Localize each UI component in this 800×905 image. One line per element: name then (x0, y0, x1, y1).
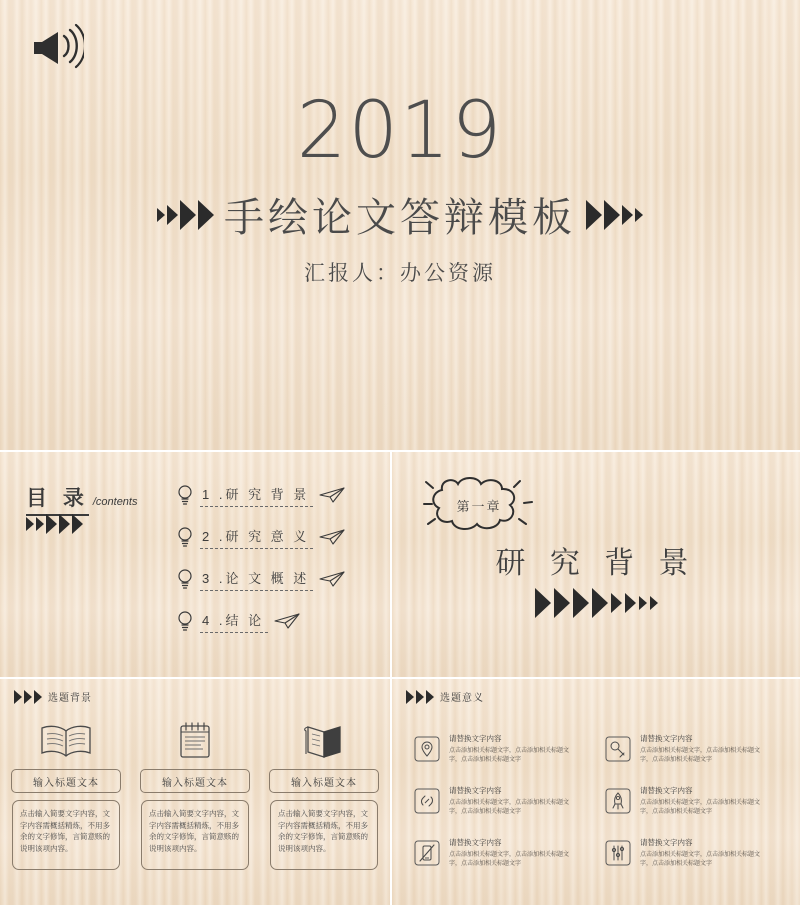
item-title: 请替换文字内容 (640, 786, 693, 795)
item-desc: 点击添加相关标题文字，点击添加相关标题文字，点击添加相关标题文字 (640, 852, 761, 867)
main-title: 手绘论文答辩模板 (224, 196, 576, 240)
item-title: 请替换文字内容 (640, 734, 693, 743)
card-title: 输入标题文本 (269, 769, 379, 793)
header-chevrons (406, 690, 434, 704)
lightbulb-icon (176, 610, 194, 632)
lightbulb-icon (176, 484, 194, 506)
item-title: 请替换文字内容 (449, 786, 502, 795)
card-title: 输入标题文本 (11, 769, 121, 793)
item-title: 请替换文字内容 (449, 838, 502, 847)
section-chevrons (392, 588, 800, 618)
slide-header (406, 689, 484, 704)
slide-header-label: 选题背景 (48, 693, 92, 704)
slide-header (14, 689, 92, 704)
paper-plane-icon (319, 486, 345, 504)
card-body: 点击输入简要文字内容，文字内容需概括精炼，不用多余的文字修饰，言简意赅的说明该项内容。 (12, 800, 120, 870)
item-desc: 点击添加相关标题文字，点击添加相关标题文字，点击添加相关标题文字 (449, 800, 570, 815)
subtitle: 汇报人：办公资源 (304, 262, 496, 285)
list-item-label: 2 .研 究 意 义 (200, 526, 313, 549)
slide-header-label: 选题意义 (440, 693, 484, 704)
lightbulb-icon (176, 526, 194, 548)
contents-heading-cn: 目 录 (26, 482, 89, 516)
table-of-contents (176, 474, 376, 642)
right-chevrons (586, 200, 643, 230)
list-item[interactable] (176, 558, 376, 600)
section-title: 研 究 背 景 (495, 547, 697, 580)
megaphone-icon (28, 22, 84, 70)
contents-heading-en: /contents (92, 496, 138, 508)
card-body: 点击输入简要文字内容，文字内容需概括精炼，不用多余的文字修饰，言简意赅的说明该项内容。 (270, 800, 378, 870)
rocket-icon (605, 788, 631, 814)
item-title: 请替换文字内容 (640, 838, 693, 847)
list-item[interactable] (176, 516, 376, 558)
background-card[interactable] (139, 721, 251, 870)
list-item-label: 1 .研 究 背 景 (200, 484, 313, 507)
list-item[interactable] (605, 827, 780, 879)
section-divider-slide[interactable] (392, 452, 800, 677)
paper-plane-icon (319, 528, 345, 546)
contents-heading (26, 482, 137, 516)
paper-plane-icon (319, 570, 345, 588)
contents-chevrons (26, 514, 83, 534)
list-item-label: 3 .论 文 概 述 (200, 568, 313, 591)
list-item[interactable] (176, 600, 376, 642)
item-desc: 点击添加相关标题文字，点击添加相关标题文字，点击添加相关标题文字 (640, 800, 761, 815)
list-item[interactable] (414, 827, 589, 879)
title-slide[interactable] (0, 0, 800, 450)
list-item[interactable] (605, 723, 780, 775)
title-block (0, 86, 800, 287)
item-title: 请替换文字内容 (449, 734, 502, 743)
slide-divider (0, 677, 800, 679)
list-item-label: 4 .结 论 (200, 610, 268, 633)
section-badge-label: 第一章 (456, 498, 502, 514)
contents-slide[interactable] (0, 452, 390, 677)
card-title: 输入标题文本 (140, 769, 250, 793)
item-desc: 点击添加相关标题文字，点击添加相关标题文字，点击添加相关标题文字 (640, 748, 761, 763)
topic-background-slide[interactable] (0, 679, 390, 905)
location-pin-icon (414, 736, 440, 762)
slide-divider (390, 450, 392, 905)
key-icon (605, 736, 631, 762)
significance-grid (414, 723, 780, 879)
book-icon (296, 721, 352, 761)
year-text: 2019 (296, 86, 504, 176)
link-icon (414, 788, 440, 814)
open-book-icon (38, 721, 94, 761)
list-item[interactable] (414, 775, 589, 827)
list-item[interactable] (605, 775, 780, 827)
card-body: 点击输入简要文字内容，文字内容需概括精炼，不用多余的文字修饰，言简意赅的说明该项内容。 (141, 800, 249, 870)
main-title-row (0, 186, 800, 243)
background-card[interactable] (10, 721, 122, 870)
notebook-icon (167, 721, 223, 761)
no-phone-icon (414, 840, 440, 866)
item-desc: 点击添加相关标题文字，点击添加相关标题文字，点击添加相关标题文字 (449, 852, 570, 867)
list-item[interactable] (414, 723, 589, 775)
slide-divider (0, 450, 800, 452)
lightbulb-icon (176, 568, 194, 590)
background-card[interactable] (268, 721, 380, 870)
item-desc: 点击添加相关标题文字，点击添加相关标题文字，点击添加相关标题文字 (449, 748, 570, 763)
list-item[interactable] (176, 474, 376, 516)
sliders-icon (605, 840, 631, 866)
topic-significance-slide[interactable] (392, 679, 800, 905)
paper-plane-icon (274, 612, 300, 630)
background-card-row (10, 721, 380, 870)
header-chevrons (14, 690, 42, 704)
left-chevrons (157, 200, 214, 230)
